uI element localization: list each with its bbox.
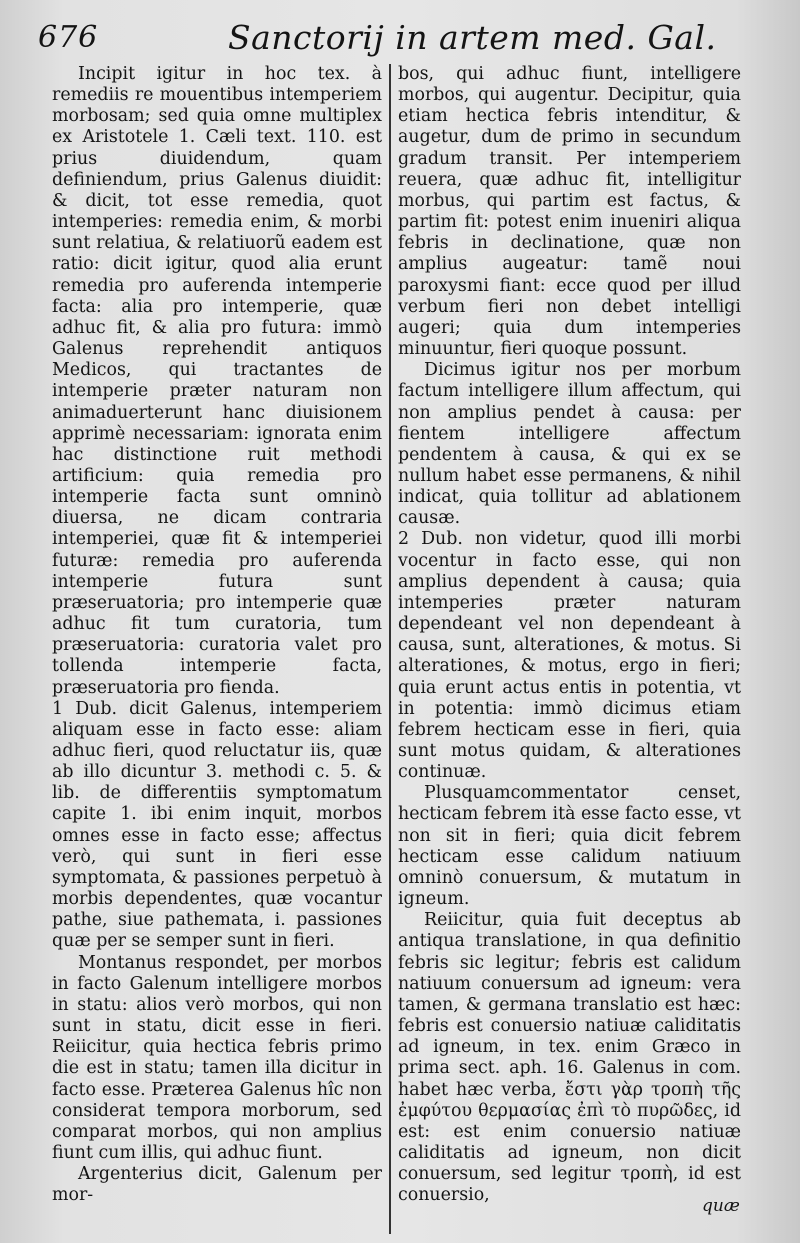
paragraph: Plusquamcommentator censet, hecticam febrem ità esse facto esse, vt non sit in fieri; quia dicit febrem hecticam esse calidum natiuum omninò conuersum, & mutatum in igneum. (398, 783, 741, 910)
catchword: quæ (702, 1196, 740, 1216)
paragraph: 2 Dub. non videtur, quod illi morbi vocentur in facto esse, qui non amplius dependent à causa; quia intemperies præter naturam dependeant vel non dependeant à causa, sunt, alterationes, & motus. Si alterationes, & motus, ergo in fieri; quia erunt actus entis in potentia, vt in potentia: immò dicimus etiam febrem hecticam esse in fieri, quia sunt motus quidam, & alterationes continuæ. (398, 529, 741, 783)
paragraph: Montanus respondet, per morbos in facto Galenum intelligere morbos in statu: alios verò morbos, qui non sunt in statu, dicit esse in fieri. Reiicitur, quia hectica febris primo die est in statu; tamen illa dicitur in facto esse. Præterea Galenus hîc non considerat tempora morborum, sed comparat morbos, qui non amplius fiunt cum illis, qui adhuc fiunt. (52, 952, 382, 1163)
page-header (38, 14, 758, 64)
right-column (398, 64, 741, 1206)
paragraph: Incipit igitur in hoc tex. à remediis re mouentibus intemperiem morbosam; sed quia omne multiplex ex Aristotele 1. Cæli text. 110. est prius diuidendum, quam definiendum, prius Galenus diuidit: & dicit, tot esse remedia, quot intemperies: remedia enim, & morbi sunt relatiua, & relatiuorũ eadem est ratio: dicit igitur, quod alia erunt remedia pro auferenda intemperie facta: alia pro intemperie, quæ adhuc fit, & alia pro futura: immò Galenus reprehendit antiquos Medicos, qui tractantes de intemperie præter naturam non animaduerterunt hanc diuisionem apprimè necessariam: ignorata enim hac distinctione ruit methodi artificium: quia remedia pro intemperie facta sunt omninò diuersa, ne dicam contraria intemperiei, quæ fit & intemperiei futuræ: remedia pro auferenda intemperie futura sunt præseruatoria; pro intemperie quæ adhuc fit tum curatoria, tum præseruatoria: curatoria valet pro tollenda intemperie facta, præseruatoria pro fienda. (52, 64, 382, 698)
column-rule (389, 64, 391, 1234)
running-title: Sanctorij in artem med. Gal. (228, 18, 717, 57)
paragraph: Dicimus igitur nos per morbum factum intelligere illum affectum, qui non amplius pendet à causa: per fientem intelligere affectum pendentem à causa, & qui ex se nullum habet esse permanens, & nihil indicat, quia tollitur ad ablationem causæ. (398, 360, 741, 529)
page-number: 676 (38, 20, 99, 55)
paragraph: bos, qui adhuc fiunt, intelligere morbos, qui augentur. Decipitur, quia etiam hectica febris intenditur, & augetur, dum de primo in secundum gradum transit. Per intemperiem reuera, quæ adhuc fit, intelligitur morbus, qui partim est factus, & partim fit: potest enim inueniri aliqua febris in declinatione, quæ non amplius augeatur: tamẽ noui paroxysmi fiant: ecce quod per illud verbum fieri non debet intelligi augeri; quia dum intemperies minuuntur, fieri quoque possunt. (398, 64, 741, 360)
paragraph: Reiicitur, quia fuit deceptus ab antiqua translatione, in qua definitio febris sic legitur; febris est calidum natiuum conuersum ad igneum: vera tamen, & germana translatio est hæc: febris est conuersio natiuæ caliditatis ad igneum, in tex. enim Græco in prima sect. aph. 16. Galenus in com. habet hæc verba, ἔστι γὰρ τροπὴ τῆς ἐμφύτου θερμασίας ἐπὶ τὸ πυρῶδες, id est: est enim conuersio natiuæ caliditatis ad igneum, non dicit conuersum, sed legitur τροπὴ, id est conuersio, (398, 910, 741, 1206)
paragraph: Argenterius dicit, Galenum per mor- (52, 1164, 382, 1206)
left-column (52, 64, 382, 1206)
paragraph: 1 Dub. dicit Galenus, intemperiem aliquam esse in facto esse: aliam adhuc fieri, quod reluctatur iis, quæ ab illo dicuntur 3. methodi c. 5. & lib. de differentiis symptomatum capite 1. ibi enim inquit, morbos omnes esse in facto esse; affectus verò, qui sunt in fieri esse symptomata, & passiones perpetuò à morbis dependentes, quæ vocantur pathe, siue pathemata, i. passiones quæ per se semper sunt in fieri. (52, 698, 382, 952)
